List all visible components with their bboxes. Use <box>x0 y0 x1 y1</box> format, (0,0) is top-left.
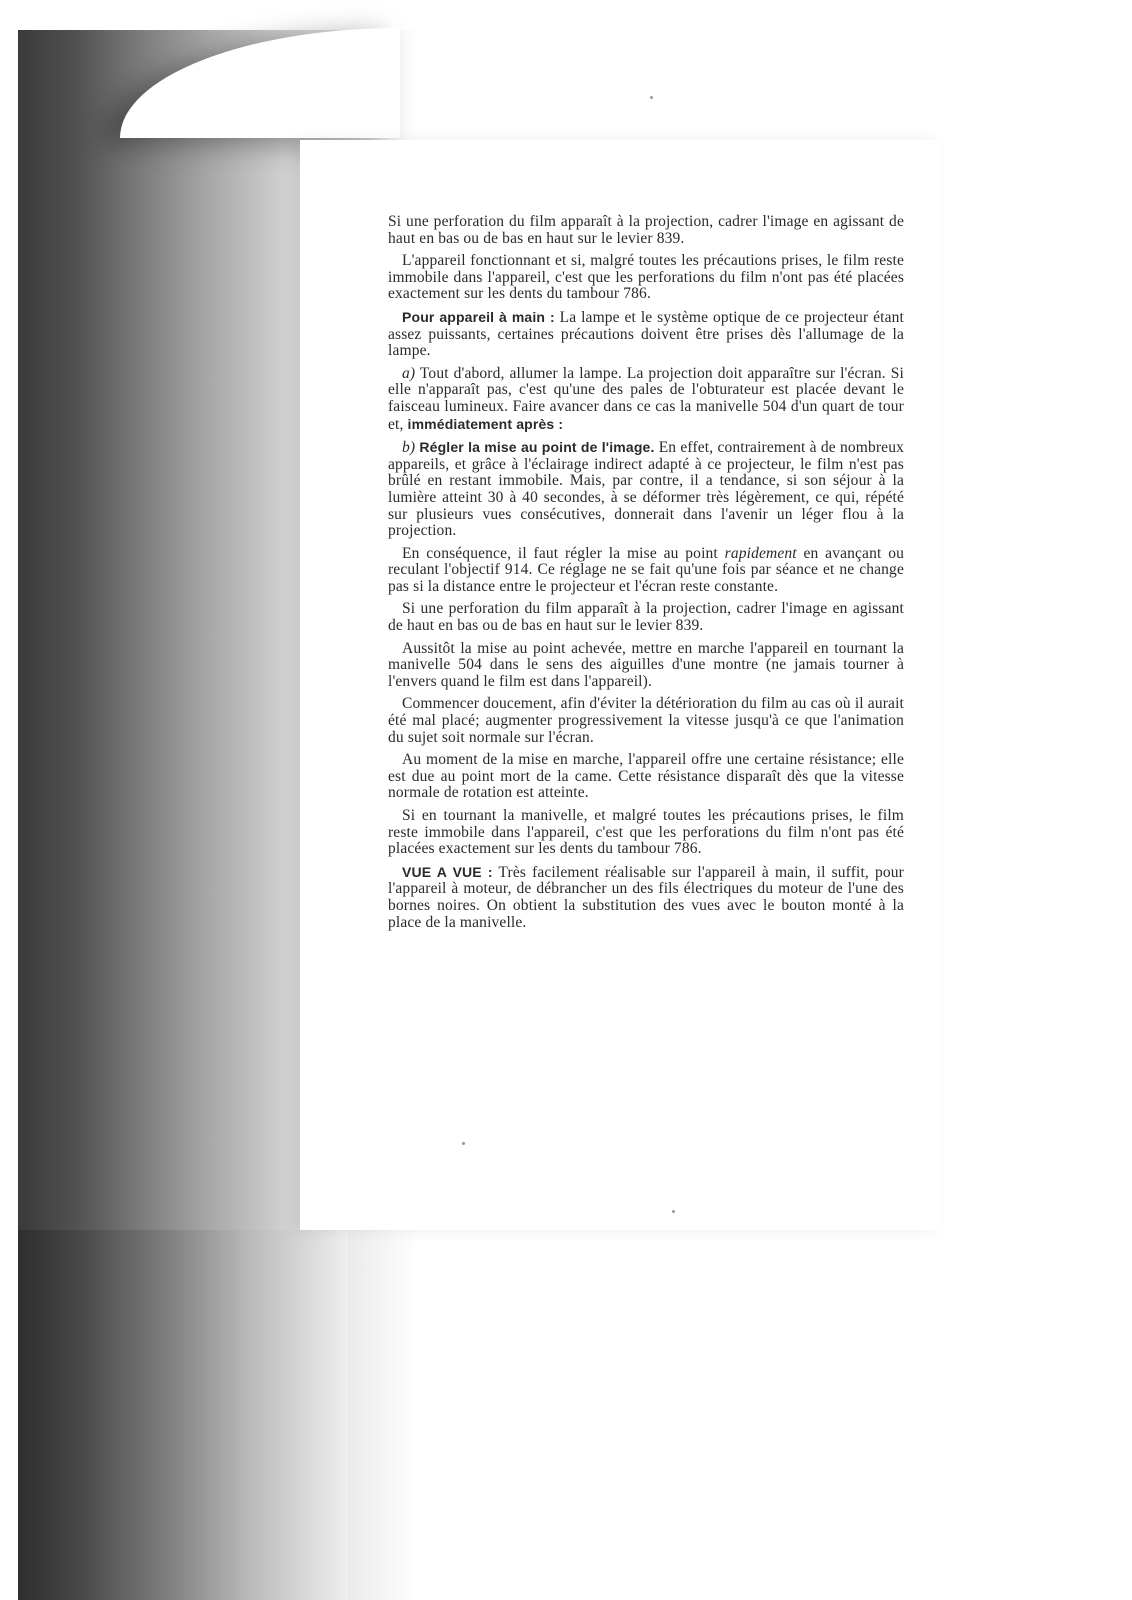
paragraph <box>388 864 904 931</box>
paragraph-text: La lampe et le système optique de ce projecteur étant assez puissants, certaines précautions doivent être prises dès l'allumage de la lampe. <box>388 308 905 360</box>
paragraph-text: Si une perforation du film apparaît à la projection, cadrer l'image en agissant de haut en bas ou de bas en haut sur le levier 839. <box>388 213 904 247</box>
paragraph <box>388 253 904 303</box>
document-text <box>388 214 904 937</box>
paragraph-text: L'appareil fonctionnant et si, malgré toutes les précautions prises, le film reste immobile dans l'appareil, c'est que les perforations du film n'ont pas été placées exactement sur les dents du tambour 786. <box>388 252 904 303</box>
paragraph-text: Tout d'abord, allumer la lampe. La projection doit apparaître sur l'écran. Si elle n'apparaît pas, c'est qu'une des pales de l'obturateur est placée devant le faisceau lumineux. Faire avancer dans ce cas la manivelle 504 d'un quart de tour et, <box>388 364 904 433</box>
paragraph-text: Si une perforation du film apparaît à la projection, cadrer l'image en agissant de haut en bas ou de bas en haut sur le levier 839. <box>388 600 904 635</box>
paragraph-text: Aussitôt la mise au point achevée, mettre en marche l'appareil en tournant la manivelle 504 dans le sens des aiguilles d'une montre (ne jamais tourner à l'envers quand le film est dans l'appareil). <box>388 639 904 690</box>
paragraph-italic: rapidement <box>724 544 797 562</box>
paragraph-text: Au moment de la mise en marche, l'appareil offre une certaine résistance; elle est due au point mort de la came. Cette résistance disparaît dès que la vitesse normale de rotation est atteinte. <box>388 751 904 802</box>
paragraph <box>388 546 904 596</box>
dust-speck <box>672 1210 675 1213</box>
scanner-shadow-lower <box>18 1230 348 1600</box>
dust-speck <box>650 96 653 99</box>
paragraph <box>388 601 904 634</box>
paragraph-text: En conséquence, il faut régler la mise au point <box>402 544 725 562</box>
list-marker: a) <box>402 364 416 382</box>
paragraph <box>388 641 904 691</box>
paragraph-text: Si en tournant la manivelle, et malgré toutes les précautions prises, le film reste immobile dans l'appareil, c'est que les perforations du film n'ont pas été placées exactement sur les dents du tambour 786. <box>388 807 904 858</box>
list-marker: b) <box>402 439 416 457</box>
paragraph <box>388 309 904 360</box>
paragraph-lead: Pour appareil à main : <box>402 308 555 325</box>
paragraph <box>388 439 904 540</box>
paragraph <box>388 808 904 858</box>
paragraph-text: en avançant ou reculant l'objectif 914. Ce réglage ne se fait qu'une fois par séance et ne change pas si la distance entre le projecteur et l'écran reste constante. <box>388 544 904 595</box>
dust-speck <box>462 1142 465 1145</box>
paragraph-emphasis: immédiatement après : <box>407 415 564 432</box>
paragraph-lead: VUE A VUE : <box>402 863 493 880</box>
paragraph-lead: Régler la mise au point de l'image. <box>419 439 655 456</box>
paragraph <box>388 366 904 433</box>
paragraph-text: Très facilement réalisable sur l'appareil à main, il suffit, pour l'appareil à moteur, de débrancher un des fils électriques du moteur de l'une des bornes noires. On obtient la substitution des vues avec le bouton monté à la place de la manivelle. <box>388 863 904 931</box>
paragraph-text: Commencer doucement, afin d'éviter la détérioration du film au cas où il aurait été mal placé; augmenter progressivement la vitesse jusqu'à ce que l'animation du sujet soit normale sur l'écran. <box>388 695 904 746</box>
paragraph <box>388 214 904 247</box>
paragraph <box>388 752 904 802</box>
paragraph <box>388 696 904 746</box>
paragraph-text: En effet, contrairement à de nombreux appareils, et grâce à l'éclairage indirect adapté à ce projecteur, le film n'est pas brûlé en restant immobile. Mais, par contre, il a tendance, si son séjour à la lumière atteint 30 à 40 secondes, à se déformer très légèrement, ce qui, répété sur plusieurs vues consécutives, donnerait dans l'avenir un léger flou à la projection. <box>388 439 905 540</box>
